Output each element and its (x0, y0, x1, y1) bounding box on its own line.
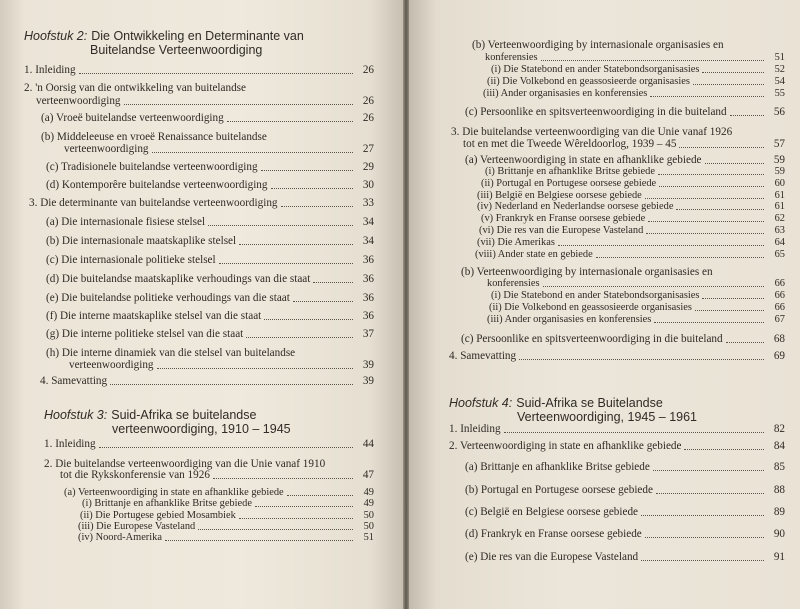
entry-page: 51 (363, 532, 374, 543)
entry-text: (b) Portugal en Portugese oorsese gebiede (465, 484, 653, 496)
entry-page: 54 (774, 76, 785, 87)
entry-text: (iii) België en Belgiese oorsese gebiede (477, 190, 642, 201)
entry-text: (c) Persoonlike en spitsverteenwoordiging in die buiteland (465, 106, 727, 118)
entry-text: (e) Die buitelandse politieke verhoudings van die staat (46, 292, 290, 304)
entry-text: (iv) Nederland en Nederlandse oorsese gebiede (477, 201, 674, 212)
chapter-title: Suid-Afrika se Buitelandse (516, 396, 663, 410)
toc-entry[interactable] (46, 254, 374, 267)
toc-entry[interactable] (475, 249, 785, 261)
entry-page: 60 (774, 178, 785, 189)
toc-entry[interactable] (46, 347, 374, 360)
toc-entry[interactable] (481, 213, 785, 225)
chapter-3-heading (44, 408, 374, 436)
chapter-title-line2: Buitelandse Verteenwoordiging (90, 43, 263, 57)
chapter-label: Hoofstuk 2: (24, 29, 88, 43)
toc-entry[interactable] (465, 551, 785, 564)
entry-page: 59 (773, 154, 785, 166)
entry-page: 37 (362, 328, 374, 340)
toc-entry[interactable] (41, 112, 374, 125)
toc-entry[interactable] (46, 273, 374, 286)
entry-page: 64 (774, 237, 785, 248)
entry-text: 3. Die buitelandse verteenwoordiging van die Unie vanaf 1926 (451, 126, 733, 138)
entry-text: 2. Verteenwoordiging in state en afhanklike gebiede (449, 440, 682, 452)
entry-text: (b) Verteenwoordiging by internasionale organisasies en (472, 39, 724, 51)
entry-page: 49 (363, 498, 374, 509)
entry-text: 2. 'n Oorsig van die ontwikkeling van buitelandse (24, 82, 246, 94)
entry-text: tot en met die Tweede Wêreldoorlog, 1939 – 45 (463, 138, 677, 150)
entry-page: 82 (773, 423, 785, 435)
toc-entry[interactable] (465, 106, 785, 119)
toc-entry[interactable] (46, 179, 374, 192)
toc-entry[interactable] (487, 314, 785, 326)
entry-text: (d) Die buitelandse maatskaplike verhoudings van die staat (46, 273, 311, 285)
entry-text: konferensies (487, 278, 540, 289)
entry-page: 88 (773, 484, 785, 496)
entry-text: (c) Die internasionale politieke stelsel (46, 254, 216, 266)
entry-page: 39 (362, 359, 374, 371)
entry-page: 67 (774, 314, 785, 325)
chapter-4-heading (449, 396, 785, 424)
entry-page: 34 (362, 235, 374, 247)
entry-page: 62 (774, 213, 785, 224)
entry-text: (i) Die Statebond en ander Statebondsorganisasies (491, 290, 700, 301)
entry-page: 56 (773, 106, 785, 118)
entry-text: (a) Vroeë buitelandse verteenwoordiging (41, 112, 224, 124)
chapter-title: Die Ontwikkeling en Determinante van (91, 29, 304, 43)
entry-page: 49 (363, 487, 374, 498)
entry-text: (d) Kontemporêre buitelandse verteenwoordiging (46, 179, 268, 191)
entry-text: (b) Die internasionale maatskaplike stelsel (46, 235, 237, 247)
toc-entry[interactable] (465, 461, 785, 474)
entry-text: (v) Frankryk en Franse oorsese gebiede (481, 213, 646, 224)
toc-entry[interactable] (64, 487, 374, 499)
entry-text: (g) Die interne politieke stelsel van die staat (46, 328, 244, 340)
entry-page: 61 (774, 190, 785, 201)
entry-page: 63 (774, 225, 785, 236)
entry-text: 1. Inleiding (449, 423, 501, 435)
entry-page: 34 (362, 216, 374, 228)
entry-page: 26 (362, 64, 374, 76)
entry-page: 26 (362, 95, 374, 107)
entry-text: (a) Die internasionale fisiese stelsel (46, 216, 206, 228)
entry-text: 1. Inleiding (44, 438, 96, 450)
toc-entry[interactable] (69, 359, 374, 372)
entry-page: 66 (774, 290, 785, 301)
toc-entry[interactable] (489, 302, 785, 314)
entry-page: 90 (773, 528, 785, 540)
entry-page: 69 (773, 350, 785, 362)
chapter-2-heading (24, 29, 374, 57)
toc-entry[interactable] (451, 126, 785, 139)
entry-text: (f) Die interne maatskaplike stelsel van die staat (46, 310, 262, 322)
entry-text: 3. Die determinante van buitelandse verteenwoordiging (29, 197, 278, 209)
toc-entry[interactable] (46, 161, 374, 174)
chapter-title-line2: Verteenwoordiging, 1945 – 1961 (517, 410, 698, 424)
entry-text: tot die Rykskonferensie van 1926 (60, 469, 210, 481)
entry-page: 26 (362, 112, 374, 124)
toc-entry[interactable] (491, 64, 785, 76)
toc-entry[interactable] (465, 154, 785, 167)
toc-entry[interactable] (461, 266, 785, 279)
toc-entry[interactable] (477, 190, 785, 202)
entry-page: 85 (773, 461, 785, 473)
entry-text: (b) Middeleeuse en vroeë Renaissance buitelandse (41, 131, 267, 143)
entry-page: 89 (773, 506, 785, 518)
entry-text: verteenwoordiging (64, 143, 149, 155)
toc-entry[interactable] (82, 498, 374, 510)
entry-text: (ii) Portugal en Portugese oorsese gebiede (481, 178, 657, 189)
toc-entry[interactable] (46, 310, 374, 323)
entry-text: (c) Persoonlike en spitsverteenwoordiging in die buiteland (461, 333, 723, 345)
entry-text: 4. Samevatting (449, 350, 517, 362)
entry-page: 55 (774, 88, 785, 99)
entry-text: (iv) Noord-Amerika (78, 532, 162, 543)
entry-page: 50 (363, 521, 374, 532)
entry-page: 50 (363, 510, 374, 521)
toc-entry[interactable] (44, 438, 374, 451)
toc-entry[interactable] (29, 197, 374, 210)
entry-page: 39 (362, 375, 374, 387)
toc-entry[interactable] (41, 131, 374, 144)
entry-page: 36 (362, 254, 374, 266)
toc-entry[interactable] (487, 76, 785, 88)
entry-page: 29 (362, 161, 374, 173)
entry-page: 36 (362, 292, 374, 304)
chapter-label: Hoofstuk 4: (449, 396, 513, 410)
entry-text: 2. Die buitelandse verteenwoordiging van die Unie vanaf 1910 (44, 458, 326, 470)
entry-page: 36 (362, 310, 374, 322)
toc-entry[interactable] (485, 52, 785, 64)
toc-entry[interactable] (449, 440, 785, 453)
entry-text: (viii) Ander state en gebiede (475, 249, 593, 260)
entry-text: (iii) Ander organisasies en konferensies (483, 88, 648, 99)
entry-page: 33 (362, 197, 374, 209)
entry-page: 52 (774, 64, 785, 75)
toc-entry[interactable] (36, 95, 374, 108)
entry-text: (iii) Ander organisasies en konferensies (487, 314, 652, 325)
chapter-label: Hoofstuk 3: (44, 408, 108, 422)
toc-entry[interactable] (449, 423, 785, 436)
toc-entry[interactable] (24, 82, 374, 95)
toc-entry[interactable] (449, 350, 785, 363)
entry-text: (i) Brittanje en afhanklike Britse gebiede (485, 166, 655, 177)
entry-page: 66 (774, 302, 785, 313)
entry-text: (e) Die res van die Europese Vasteland (465, 551, 639, 563)
toc-entry[interactable] (40, 375, 374, 388)
entry-page: 44 (362, 438, 374, 450)
toc-entry[interactable] (46, 216, 374, 229)
toc-entry[interactable] (485, 166, 785, 178)
entry-text: (ii) Die Volkebond en geassosieerde organisasies (487, 76, 690, 87)
toc-entry[interactable] (46, 292, 374, 305)
entry-page: 36 (362, 273, 374, 285)
entry-text: (a) Brittanje en afhanklike Britse gebiede (465, 461, 650, 473)
entry-text: (a) Verteenwoordiging in state en afhanklike gebiede (465, 154, 702, 166)
entry-text: (d) Frankryk en Franse oorsese gebiede (465, 528, 642, 540)
entry-text: 4. Samevatting (40, 375, 108, 387)
toc-entry[interactable] (78, 521, 374, 533)
entry-page: 59 (774, 166, 785, 177)
entry-text: (vi) Die res van die Europese Vasteland (479, 225, 644, 236)
right-page (409, 0, 800, 609)
entry-text: konferensies (485, 52, 538, 63)
entry-text: (a) Verteenwoordiging in state en afhanklike gebiede (64, 487, 284, 498)
toc-entry[interactable] (477, 201, 785, 213)
entry-text: (b) Verteenwoordiging by internasionale organisasies en (461, 266, 713, 278)
toc-entry[interactable] (472, 39, 785, 52)
toc-entry[interactable] (46, 328, 374, 341)
entry-page: 68 (773, 333, 785, 345)
entry-text: (ii) Die Volkebond en geassosieerde organisasies (489, 302, 692, 313)
entry-text: (h) Die interne dinamiek van die stelsel van buitelandse (46, 347, 296, 359)
entry-page: 84 (773, 440, 785, 452)
entry-page: 57 (773, 138, 785, 150)
toc-entry[interactable] (477, 237, 785, 249)
toc-entry[interactable] (80, 510, 374, 522)
entry-text: (iii) Die Europese Vasteland (78, 521, 196, 532)
chapter-title: Suid-Afrika se buitelandse (111, 408, 257, 422)
toc-entry[interactable] (465, 484, 785, 497)
entry-text: (ii) Die Portugese gebied Mosambiek (80, 510, 236, 521)
entry-page: 30 (362, 179, 374, 191)
entry-text: (i) Brittanje en afhanklike Britse gebiede (82, 498, 252, 509)
entry-text: 1. Inleiding (24, 64, 76, 76)
entry-text: (c) België en Belgiese oorsese gebiede (465, 506, 639, 518)
toc-entry[interactable] (465, 506, 785, 519)
entry-text: (c) Tradisionele buitelandse verteenwoordiging (46, 161, 258, 173)
toc-entry[interactable] (64, 143, 374, 156)
entry-text: (i) Die Statebond en ander Statebondsorganisasies (491, 64, 700, 75)
entry-page: 65 (774, 249, 785, 260)
entry-page: 51 (774, 52, 785, 63)
toc-entry[interactable] (481, 178, 785, 190)
entry-page: 66 (774, 278, 785, 289)
toc-entry[interactable] (46, 235, 374, 248)
toc-entry[interactable] (479, 225, 785, 237)
toc-entry[interactable] (463, 138, 785, 151)
toc-entry[interactable] (24, 64, 374, 77)
toc-entry[interactable] (483, 88, 785, 100)
entry-page: 27 (362, 143, 374, 155)
toc-entry[interactable] (461, 333, 785, 346)
entry-text: verteenwoordiging (69, 359, 154, 371)
toc-entry[interactable] (60, 469, 374, 482)
entry-text: (vii) Die Amerikas (477, 237, 555, 248)
toc-entry[interactable] (491, 290, 785, 302)
entry-page: 91 (773, 551, 785, 563)
toc-entry[interactable] (78, 532, 374, 544)
chapter-title-line2: verteenwoordiging, 1910 – 1945 (112, 422, 291, 436)
toc-entry[interactable] (487, 278, 785, 290)
entry-text: verteenwoordiging (36, 95, 121, 107)
entry-page: 47 (362, 469, 374, 481)
toc-entry[interactable] (465, 528, 785, 541)
entry-page: 61 (774, 201, 785, 212)
